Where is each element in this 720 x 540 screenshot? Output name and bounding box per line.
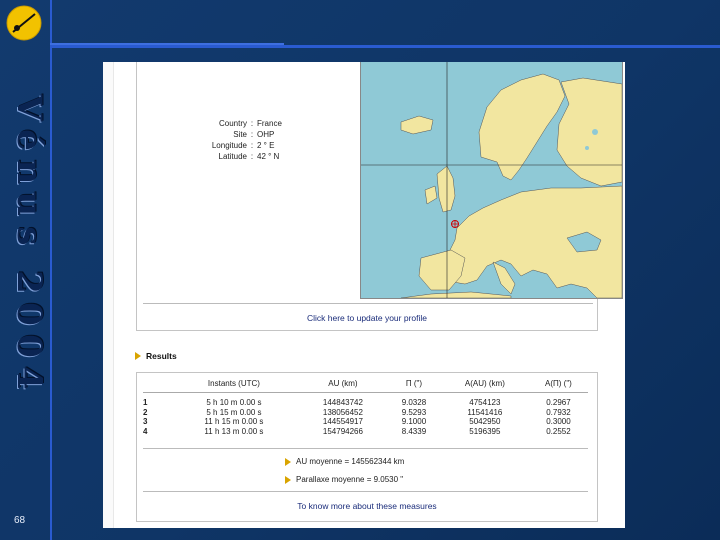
scroll-margin (103, 62, 114, 528)
results-box (136, 372, 598, 522)
triangle-bullet-icon (135, 352, 141, 360)
table-row: 2 5 h 15 m 0.00 s 138056452 9.5293 11541416 0.7932 (143, 407, 571, 417)
table-row: 4 11 h 13 m 0.00 s 154794266 8.4339 5196395 0.2552 (143, 426, 571, 436)
page-number: 68 (14, 515, 26, 526)
table-row: 1 5 h 10 m 0.00 s 144843742 9.0328 4754123 0.2967 (143, 398, 571, 407)
screenshot-panel (103, 62, 625, 528)
site-row-longitude: Longitude : 2 ° E (211, 141, 275, 150)
profile-divider (143, 303, 593, 304)
results-footer-divider (143, 491, 588, 492)
results-divider (143, 448, 588, 449)
header-divider (50, 45, 720, 48)
site-info (197, 118, 317, 162)
results-heading: Results (135, 351, 177, 361)
europe-map[interactable] (360, 62, 623, 299)
triangle-bullet-icon (285, 458, 291, 466)
au-mean-line: AU moyenne = 145562344 km (285, 457, 404, 466)
vertical-title: V é n u s 2 0 0 4 (9, 94, 49, 390)
measures-info-link[interactable]: To know more about these measures (297, 501, 437, 511)
site-row-site: Site : OHP (233, 130, 275, 139)
profile-box (136, 62, 598, 331)
parallax-mean-line: Parallaxe moyenne = 9.0530 " (285, 475, 403, 484)
triangle-bullet-icon (285, 476, 291, 484)
results-table (143, 379, 588, 436)
observatory-logo-icon (6, 5, 42, 41)
results-table-header: Instants (UTC) AU (km) Π (") A(AU) (km) A(Π) (") (143, 379, 588, 393)
site-row-latitude: Latitude : 42 ° N (218, 152, 280, 161)
header-divider-accent (50, 43, 284, 45)
vertical-divider (50, 0, 52, 540)
update-profile-link[interactable]: Click here to update your profile (306, 313, 427, 323)
site-row-country: Country : France (218, 119, 282, 128)
table-row: 3 11 h 15 m 0.00 s 144554917 9.1000 5042950 0.3000 (143, 417, 571, 426)
